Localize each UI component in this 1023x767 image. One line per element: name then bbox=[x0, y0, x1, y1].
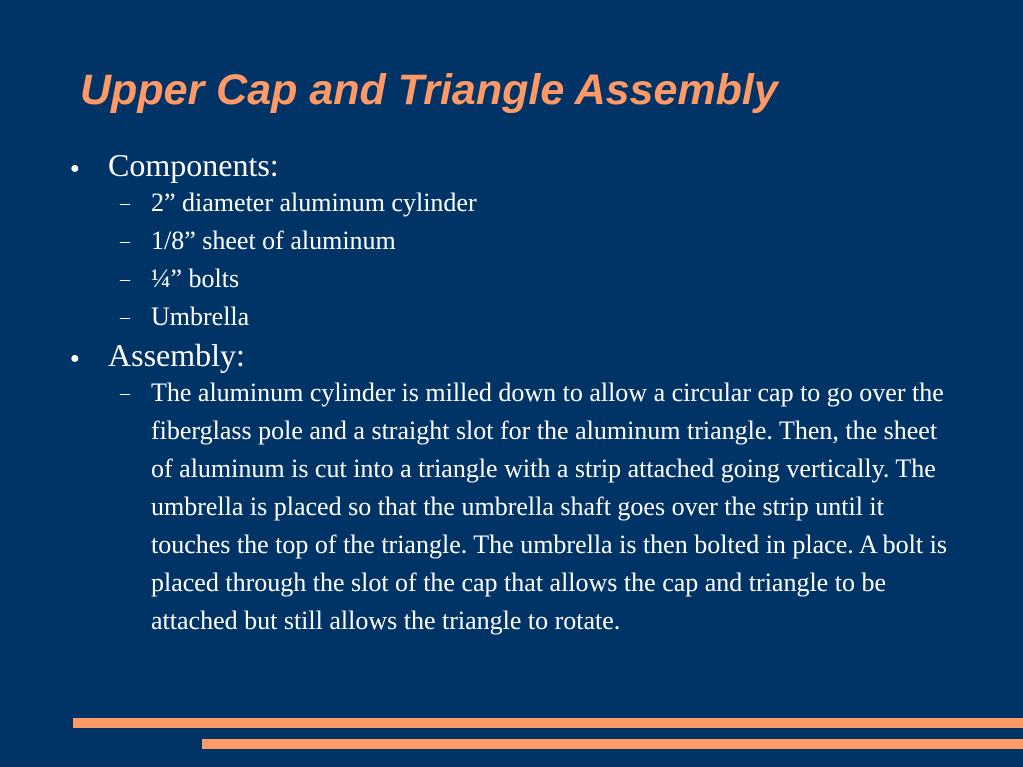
slide-title: Upper Cap and Triangle Assembly bbox=[80, 66, 778, 114]
accent-bar-top bbox=[73, 718, 1023, 728]
bullet-assembly bbox=[68, 336, 968, 374]
bullet-icon: ● bbox=[70, 160, 80, 177]
component-item: Umbrella bbox=[151, 302, 250, 331]
assembly-heading: Assembly: bbox=[108, 337, 245, 373]
component-item: ¼” bolts bbox=[151, 264, 240, 293]
slide-content bbox=[68, 146, 968, 640]
component-item: 2” diameter aluminum cylinder bbox=[151, 188, 477, 217]
dash-icon: – bbox=[120, 268, 130, 290]
bullet-components bbox=[68, 146, 968, 184]
sub-bullet-item bbox=[68, 184, 968, 222]
sub-bullet-item bbox=[68, 374, 968, 640]
component-item: 1/8” sheet of aluminum bbox=[151, 226, 396, 255]
accent-bar-bottom bbox=[202, 739, 1023, 749]
assembly-description: The aluminum cylinder is milled down to allow a circular cap to go over the fiberglass pole and a straight slot for the aluminum triangle. Then, the sheet of aluminum is cut into a triangle with a strip attached going vertically. The umbrella is placed so that the umbrella shaft goes over the strip until it touches the top of the triangle. The umbrella is then bolted in place. A bolt is placed through the slot of the cap that allows the cap and triangle to be attached but still allows the triangle to rotate. bbox=[151, 378, 947, 635]
dash-icon: – bbox=[120, 382, 130, 404]
components-heading: Components: bbox=[108, 147, 279, 183]
dash-icon: – bbox=[120, 230, 130, 252]
dash-icon: – bbox=[120, 306, 130, 328]
sub-bullet-item bbox=[68, 298, 968, 336]
bullet-icon: ● bbox=[70, 350, 80, 367]
dash-icon: – bbox=[120, 192, 130, 214]
sub-bullet-item bbox=[68, 260, 968, 298]
sub-bullet-item bbox=[68, 222, 968, 260]
